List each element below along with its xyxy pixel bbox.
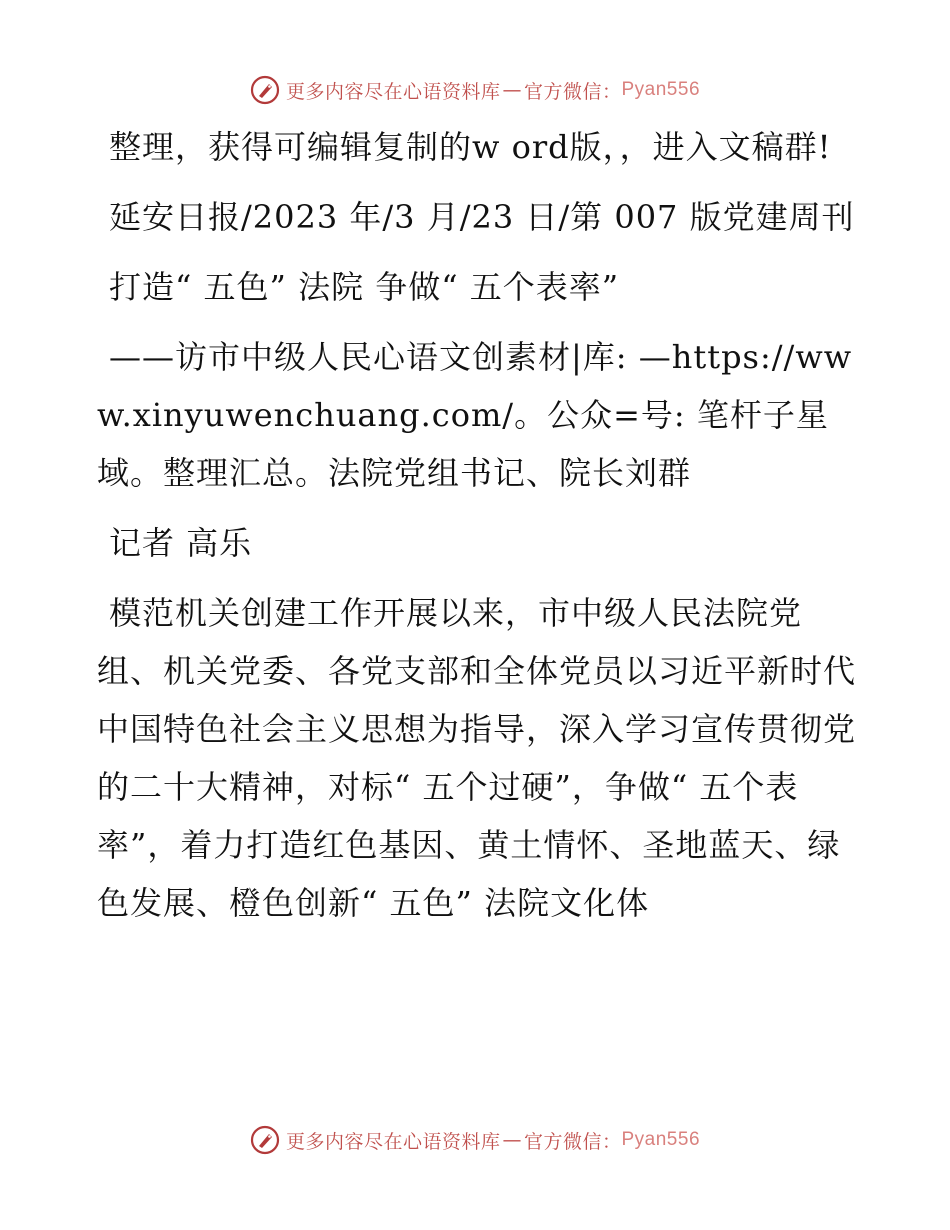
- document-body: [97, 118, 857, 932]
- watermark-id: Pyan556: [621, 1129, 701, 1150]
- article-subtitle: ——访市中级人民心语文创素材|库: —https://www.xinyuwenchuang.com/。公众=号: 笔杆子星域。整理汇总。法院党组书记、院长刘群: [97, 338, 853, 492]
- pen-nib-circle-icon: [250, 1125, 280, 1155]
- watermark-text: 更多内容尽在心语资料库: [285, 80, 501, 103]
- watermark-text: 更多内容尽在心语资料库: [285, 1130, 501, 1153]
- article-byline: 记者 高乐: [109, 524, 253, 562]
- watermark-id: Pyan556: [621, 79, 701, 100]
- pen-nib-circle-icon: [250, 75, 280, 105]
- article-title: 打造“ 五色” 法院 争做“ 五个表率”: [109, 268, 620, 306]
- paragraph-intro: 整理，获得可编辑复制的w ord版，，进入文稿群!: [109, 128, 832, 166]
- footer-watermark: [0, 1120, 950, 1160]
- watermark-official: 官方微信：: [523, 1130, 622, 1153]
- header-watermark: [0, 70, 950, 110]
- article-body-paragraph: 模范机关创建工作开展以来，市中级人民法院党组、机关党委、各党支部和全体党员以习近平新时代中国特色社会主义思想为指导，深入学习宣传贯彻党的二十大精神，对标“ 五个过硬”，争做“ 五个表率”，着力打造红色基因、黄土情怀、圣地蓝天、绿色发展、橙色创新“ 五色” 法院文化体: [97, 594, 857, 922]
- watermark-separator: —: [502, 79, 522, 101]
- watermark-official: 官方微信：: [523, 80, 622, 103]
- watermark-separator: —: [502, 1129, 522, 1151]
- paragraph-source: 延安日报/2023 年/3 月/23 日/第 007 版党建周刊: [109, 198, 855, 236]
